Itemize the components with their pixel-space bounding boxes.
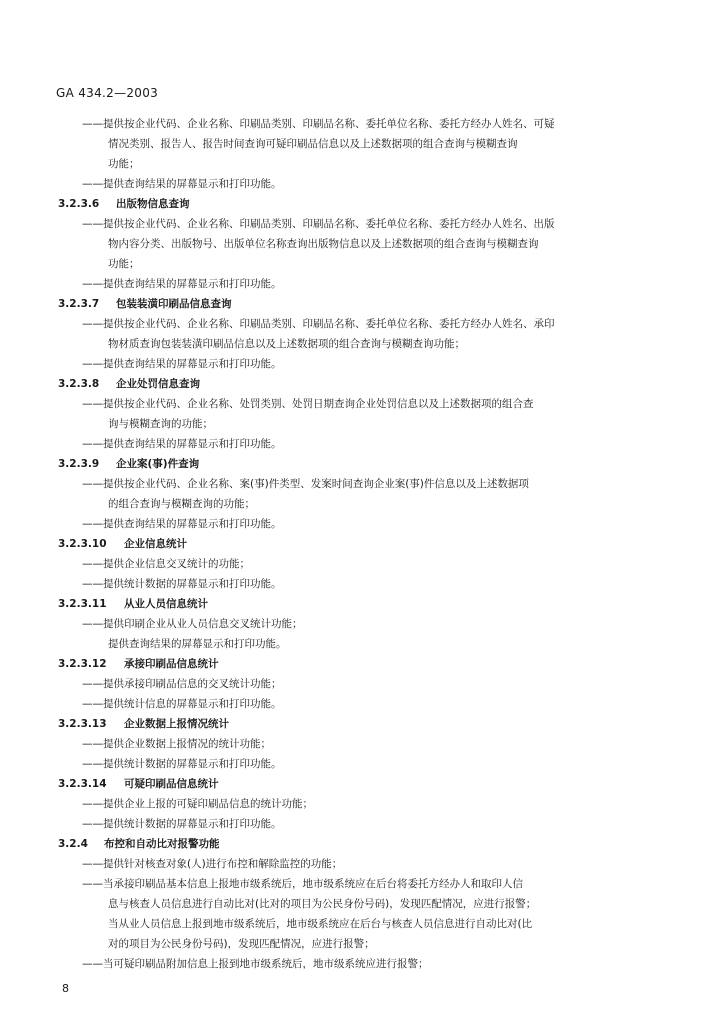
- section-title: 企业数据上报情况统计: [124, 718, 229, 730]
- section-title: 承接印刷品信息统计: [124, 658, 219, 670]
- text-line: ——提供承接印刷品信息的交叉统计功能；: [82, 678, 282, 690]
- section-title: 企业案(事)件查询: [116, 458, 200, 470]
- text-line: ——提供查询结果的屏幕显示和打印功能。: [82, 178, 282, 190]
- text-line: 当从业人员信息上报到地市级系统后，地市级系统应在后台与核查人员信息进行自动比对(比: [108, 918, 533, 930]
- text-line: ——提供统计信息的屏幕显示和打印功能。: [82, 698, 282, 710]
- section-number: 3.2.3.10: [58, 538, 107, 550]
- text-line: ——提供查询结果的屏幕显示和打印功能。: [82, 518, 282, 530]
- section-title: 布控和自动比对报警功能: [104, 838, 220, 850]
- section-title: 企业信息统计: [124, 538, 187, 550]
- text-line: ——提供按企业代码、企业名称、印刷品类别、印刷品名称、委托单位名称、委托方经办人姓名、出版: [82, 218, 555, 230]
- text-line: ——提供查询结果的屏幕显示和打印功能。: [82, 358, 282, 370]
- text-line: 息与核查人员信息进行自动比对(比对的项目为公民身份号码)，发现匹配情况，应进行报警；: [108, 898, 537, 910]
- text-line: ——提供按企业代码、企业名称、处罚类别、处罚日期查询企业处罚信息以及上述数据项的组合查: [82, 398, 534, 410]
- section-number: 3.2.3.14: [58, 778, 107, 790]
- text-line: ——提供印刷企业从业人员信息交叉统计功能；: [82, 618, 303, 630]
- section-title: 出版物信息查询: [116, 198, 190, 210]
- text-line: 提供查询结果的屏幕显示和打印功能。: [108, 638, 287, 650]
- text-line: ——提供企业数据上报情况的统计功能；: [82, 738, 271, 750]
- section-title: 从业人员信息统计: [124, 598, 208, 610]
- text-line: ——提供统计数据的屏幕显示和打印功能。: [82, 758, 282, 770]
- text-line: ——提供按企业代码、企业名称、印刷品类别、印刷品名称、委托单位名称、委托方经办人姓名、承印: [82, 318, 555, 330]
- text-line: 的组合查询与模糊查询的功能；: [108, 498, 255, 510]
- text-line: 情况类别、报告人、报告时间查询可疑印刷品信息以及上述数据项的组合查询与模糊查询: [108, 138, 518, 150]
- section-title: 可疑印刷品信息统计: [124, 778, 219, 790]
- text-line: ——当可疑印刷品附加信息上报到地市级系统后，地市级系统应进行报警；: [82, 958, 429, 970]
- section-title: 企业处罚信息查询: [116, 378, 200, 390]
- text-line: 功能；: [108, 158, 140, 170]
- section-number: 3.2.3.7: [58, 298, 100, 310]
- section-number: 3.2.3.11: [58, 598, 107, 610]
- text-line: ——提供企业信息交叉统计的功能；: [82, 558, 250, 570]
- text-line: 物内容分类、出版物号、出版单位名称查询出版物信息以及上述数据项的组合查询与模糊查询: [108, 238, 539, 250]
- text-line: ——当承接印刷品基本信息上报地市级系统后，地市级系统应在后台将委托方经办人和取印人信: [82, 878, 523, 890]
- section-number: 3.2.4: [58, 838, 88, 850]
- text-line: ——提供企业上报的可疑印刷品信息的统计功能；: [82, 798, 313, 810]
- text-line: ——提供统计数据的屏幕显示和打印功能。: [82, 818, 282, 830]
- section-number: 3.2.3.9: [58, 458, 100, 470]
- text-line: 对的项目为公民身份号码)，发现匹配情况，应进行报警；: [108, 938, 375, 950]
- standard-code: GA 434.2—2003: [56, 86, 159, 100]
- section-number: 3.2.3.6: [58, 198, 100, 210]
- text-line: 物材质查询包装装潢印刷品信息以及上述数据项的组合查询与模糊查询功能；: [108, 338, 465, 350]
- text-line: ——提供查询结果的屏幕显示和打印功能。: [82, 278, 282, 290]
- text-line: ——提供按企业代码、企业名称、印刷品类别、印刷品名称、委托单位名称、委托方经办人姓名、可疑: [82, 118, 555, 130]
- section-title: 包装装潢印刷品信息查询: [116, 298, 232, 310]
- text-line: 询与模糊查询的功能；: [108, 418, 213, 430]
- section-number: 3.2.3.12: [58, 658, 107, 670]
- section-number: 3.2.3.13: [58, 718, 107, 730]
- text-line: 功能；: [108, 258, 140, 270]
- text-line: ——提供按企业代码、企业名称、案(事)件类型、发案时间查询企业案(事)件信息以及上述数据项: [82, 478, 529, 490]
- text-line: ——提供查询结果的屏幕显示和打印功能。: [82, 438, 282, 450]
- text-line: ——提供针对核查对象(人)进行布控和解除监控的功能；: [82, 858, 343, 870]
- page-number: 8: [62, 982, 69, 995]
- section-number: 3.2.3.8: [58, 378, 100, 390]
- text-line: ——提供统计数据的屏幕显示和打印功能。: [82, 578, 282, 590]
